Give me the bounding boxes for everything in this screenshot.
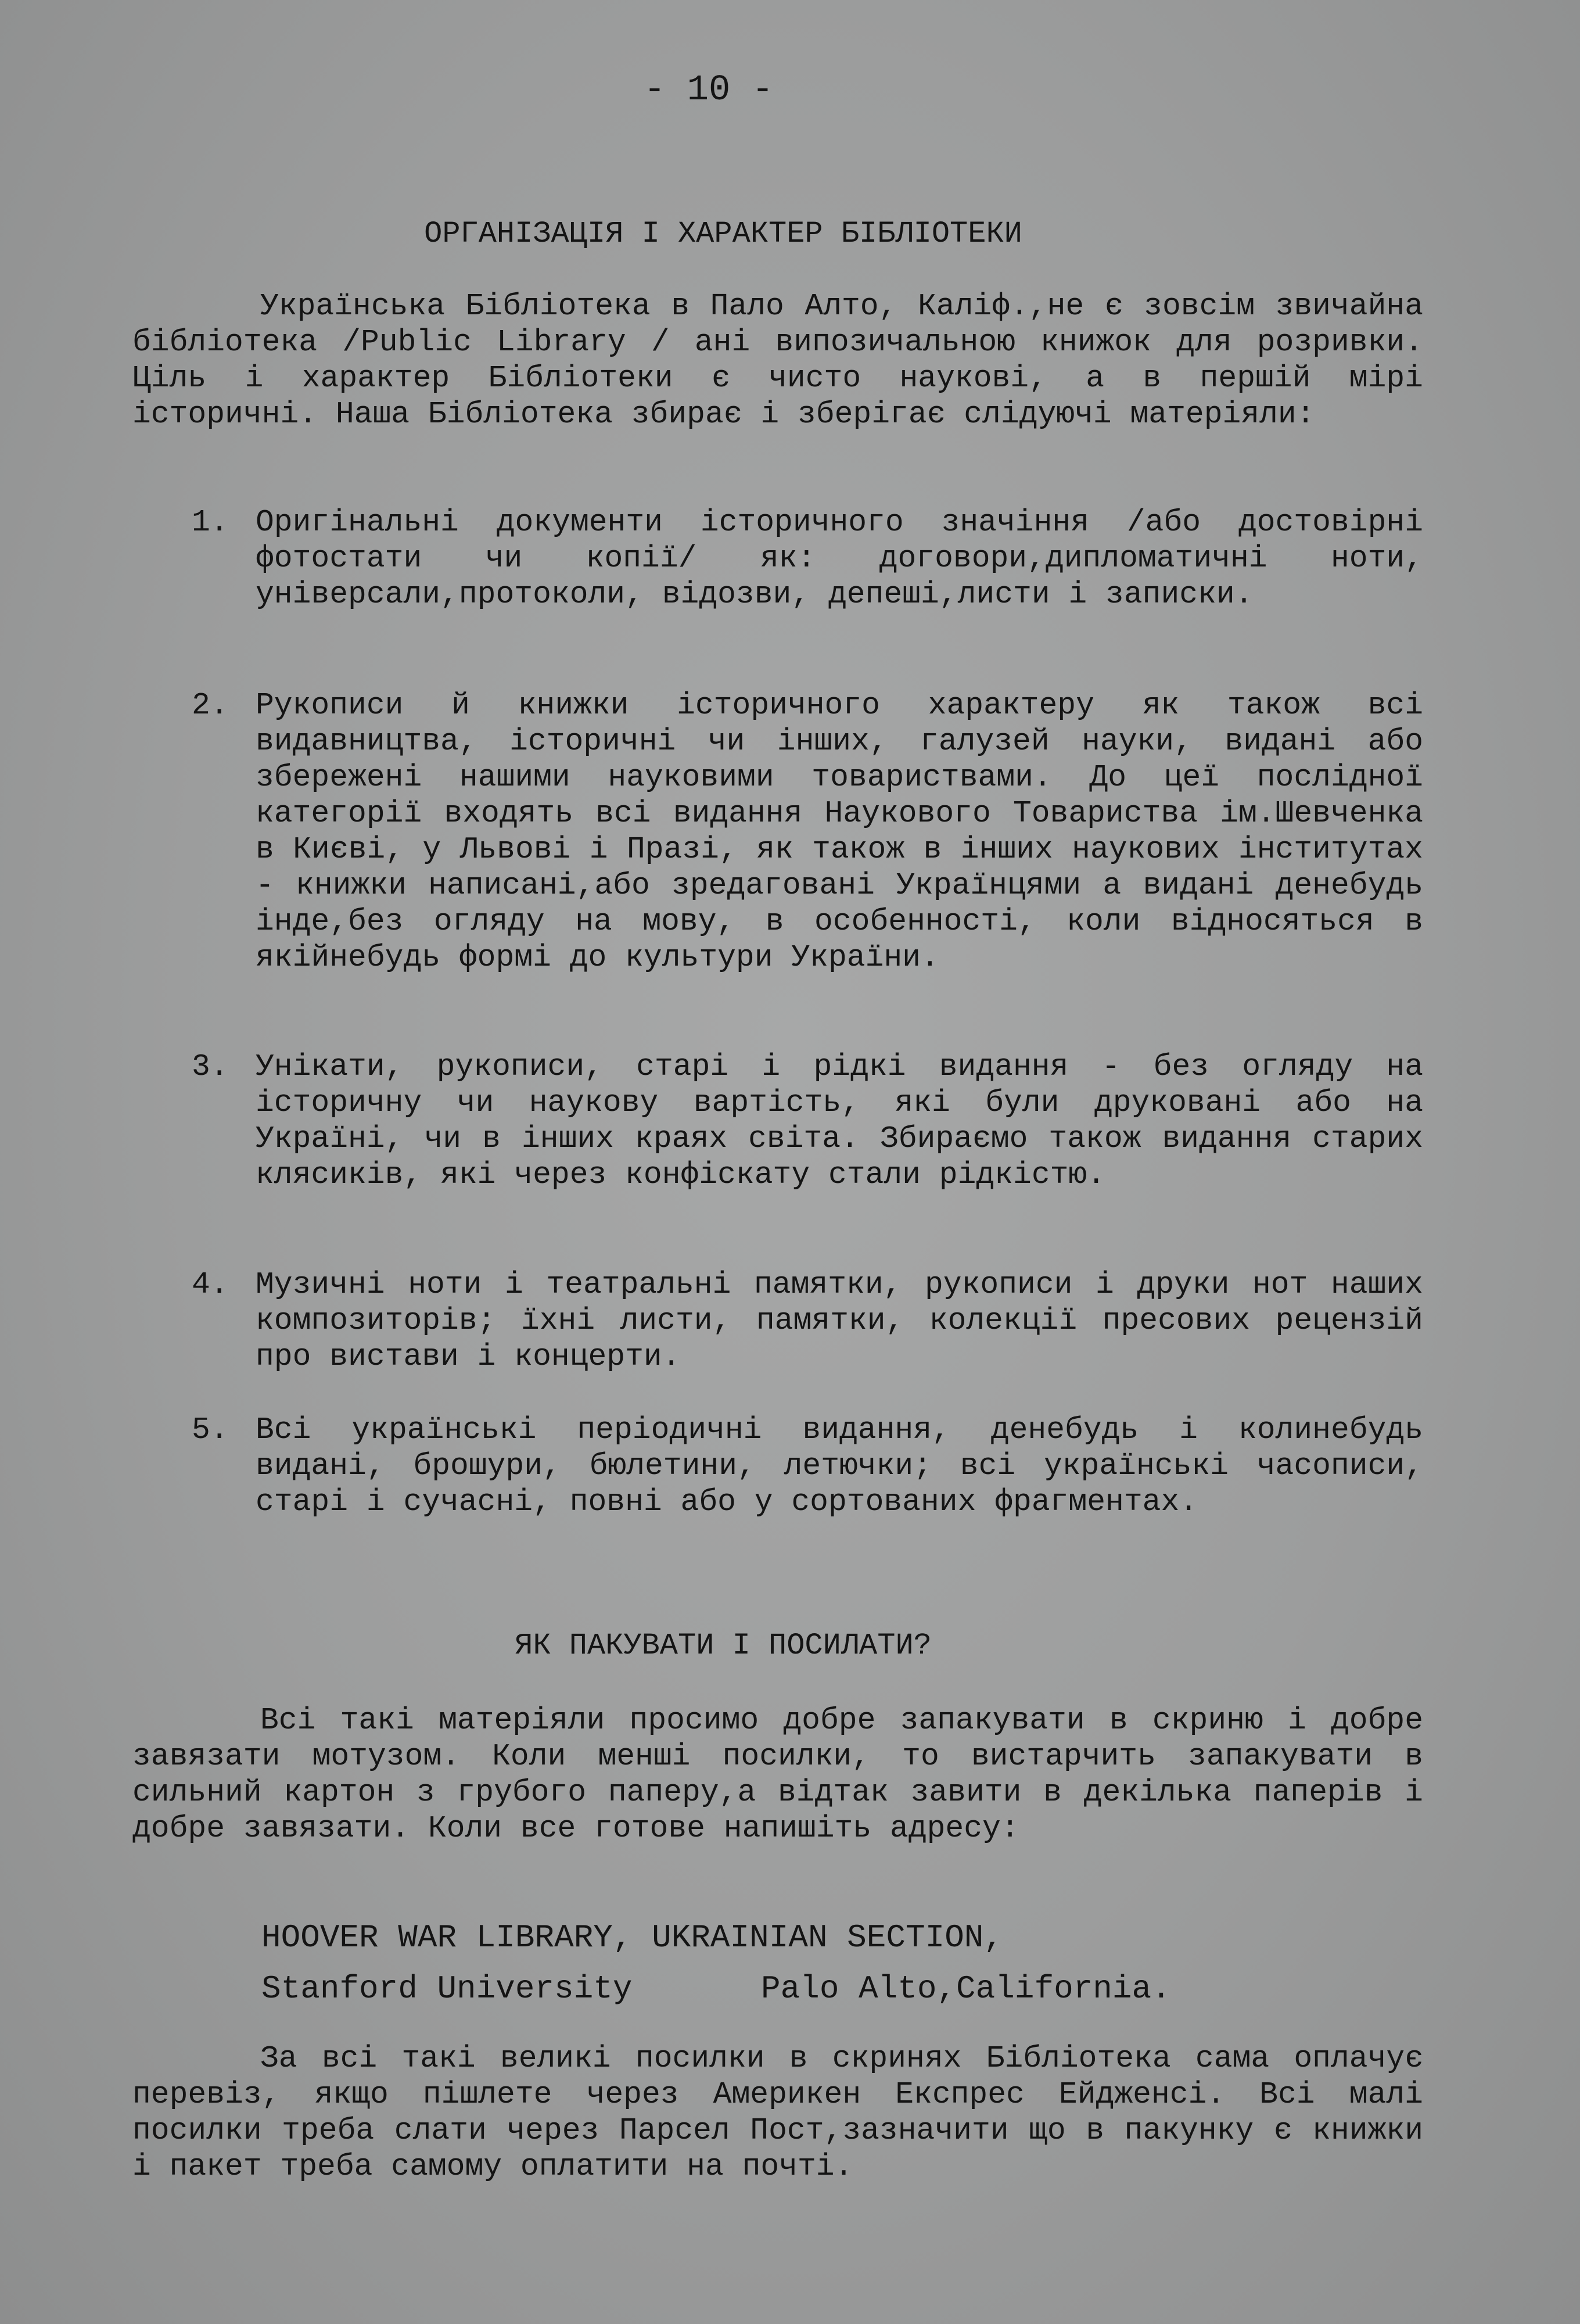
list-item-number: 2. <box>192 688 229 723</box>
address-city: Palo Alto,California. <box>761 1970 1171 2007</box>
list-item-text: Рукописи й книжки історичного характеру як також всі видавництва, історичні чи інших, галузей науки, видані або збережені нашими науковими товариствами. До цеї послідної категорії входять всі видання Наукового Товариства ім.Шевченка в Києві, у Львові і Празі, як також в інших наукових інститутах - книжки написані,або зредаговані Українцями а видані денебудь інде,без огляду на мову, в особенності, коли відносяться в якійнебудь формі до культури України. <box>256 688 1423 975</box>
shipping-paragraph: Всі такі матеріяли просимо добре запакувати в скриню і добре завязати мотузом. Коли менші посилки, то вистарчить запакувати в сильний картон з грубого паперу,а відтак завити в декілька паперів і добре завязати. Коли все готове напишіть адресу: <box>132 1703 1423 1846</box>
list-item-number: 4. <box>192 1267 229 1302</box>
payment-paragraph: За всі такі великі посилки в скринях Бібліотека сама оплачує перевіз, якщо пішлете через Америкен Експрес Ейдженсі. Всі малі посилки треба слати через Парсел Пост,зазначити що в пакунку є книжки і пакет треба самому оплатити на почті. <box>132 2041 1423 2184</box>
section-heading-organization: ОРГАНІЗАЦІЯ І ХАРАКТЕР БІБЛІОТЕКИ <box>424 217 1022 251</box>
page-number: - 10 - <box>644 69 774 110</box>
list-item-text: Оригінальні документи історичного значіння /або достовірні фотостати чи копії/ як: договори,дипломатичні ноти, універсали,протоколи, відозви, депеші,листи і записки. <box>256 505 1423 612</box>
list-item-text: Всі українські періодичні видання, денебудь і колинебудь видані, брошури, бюлетини, летючки; всі українські часописи, старі і сучасні, повні або у сортованих фрагментах. <box>256 1412 1423 1519</box>
list-item-text: Унікати, рукописи, старі і рідкі видання - без огляду на історичну чи наукову вартість, які були друковані або на Україні, чи в інших краях світа. Збираємо також видання старих клясиків, які через конфіскату стали рідкістю. <box>256 1049 1423 1192</box>
list-item-number: 1. <box>192 505 229 540</box>
list-item <box>192 687 1423 975</box>
list-item <box>192 1049 1423 1193</box>
section-heading-shipping: ЯК ПАКУВАТИ І ПОСИЛАТИ? <box>515 1629 932 1663</box>
address-university: Stanford University <box>261 1970 633 2007</box>
address-line-library: HOOVER WAR LIBRARY, UKRAINIAN SECTION, <box>261 1919 1004 1956</box>
list-item <box>192 1267 1423 1375</box>
list-item <box>192 504 1423 612</box>
address-line-university <box>261 1964 1365 2014</box>
list-item <box>192 1412 1423 1520</box>
intro-paragraph: Українська Бібліотека в Пало Алто, Каліф.,не є зовсім звичайна бібліотека /Public Library / ані випозичальною книжок для розривки. Ціль і характер Бібліотеки є чисто наукові, а в першій мірі історичні. Наша Бібліотека збирає і зберігає слідуючі матеріяли: <box>132 289 1423 432</box>
list-item-number: 3. <box>192 1049 229 1084</box>
list-item-number: 5. <box>192 1412 229 1447</box>
list-item-text: Музичні ноти і театральні памятки, рукописи і друки нот наших композиторів; їхні листи, памятки, колекції пресових рецензій про вистави і концерти. <box>256 1267 1423 1374</box>
